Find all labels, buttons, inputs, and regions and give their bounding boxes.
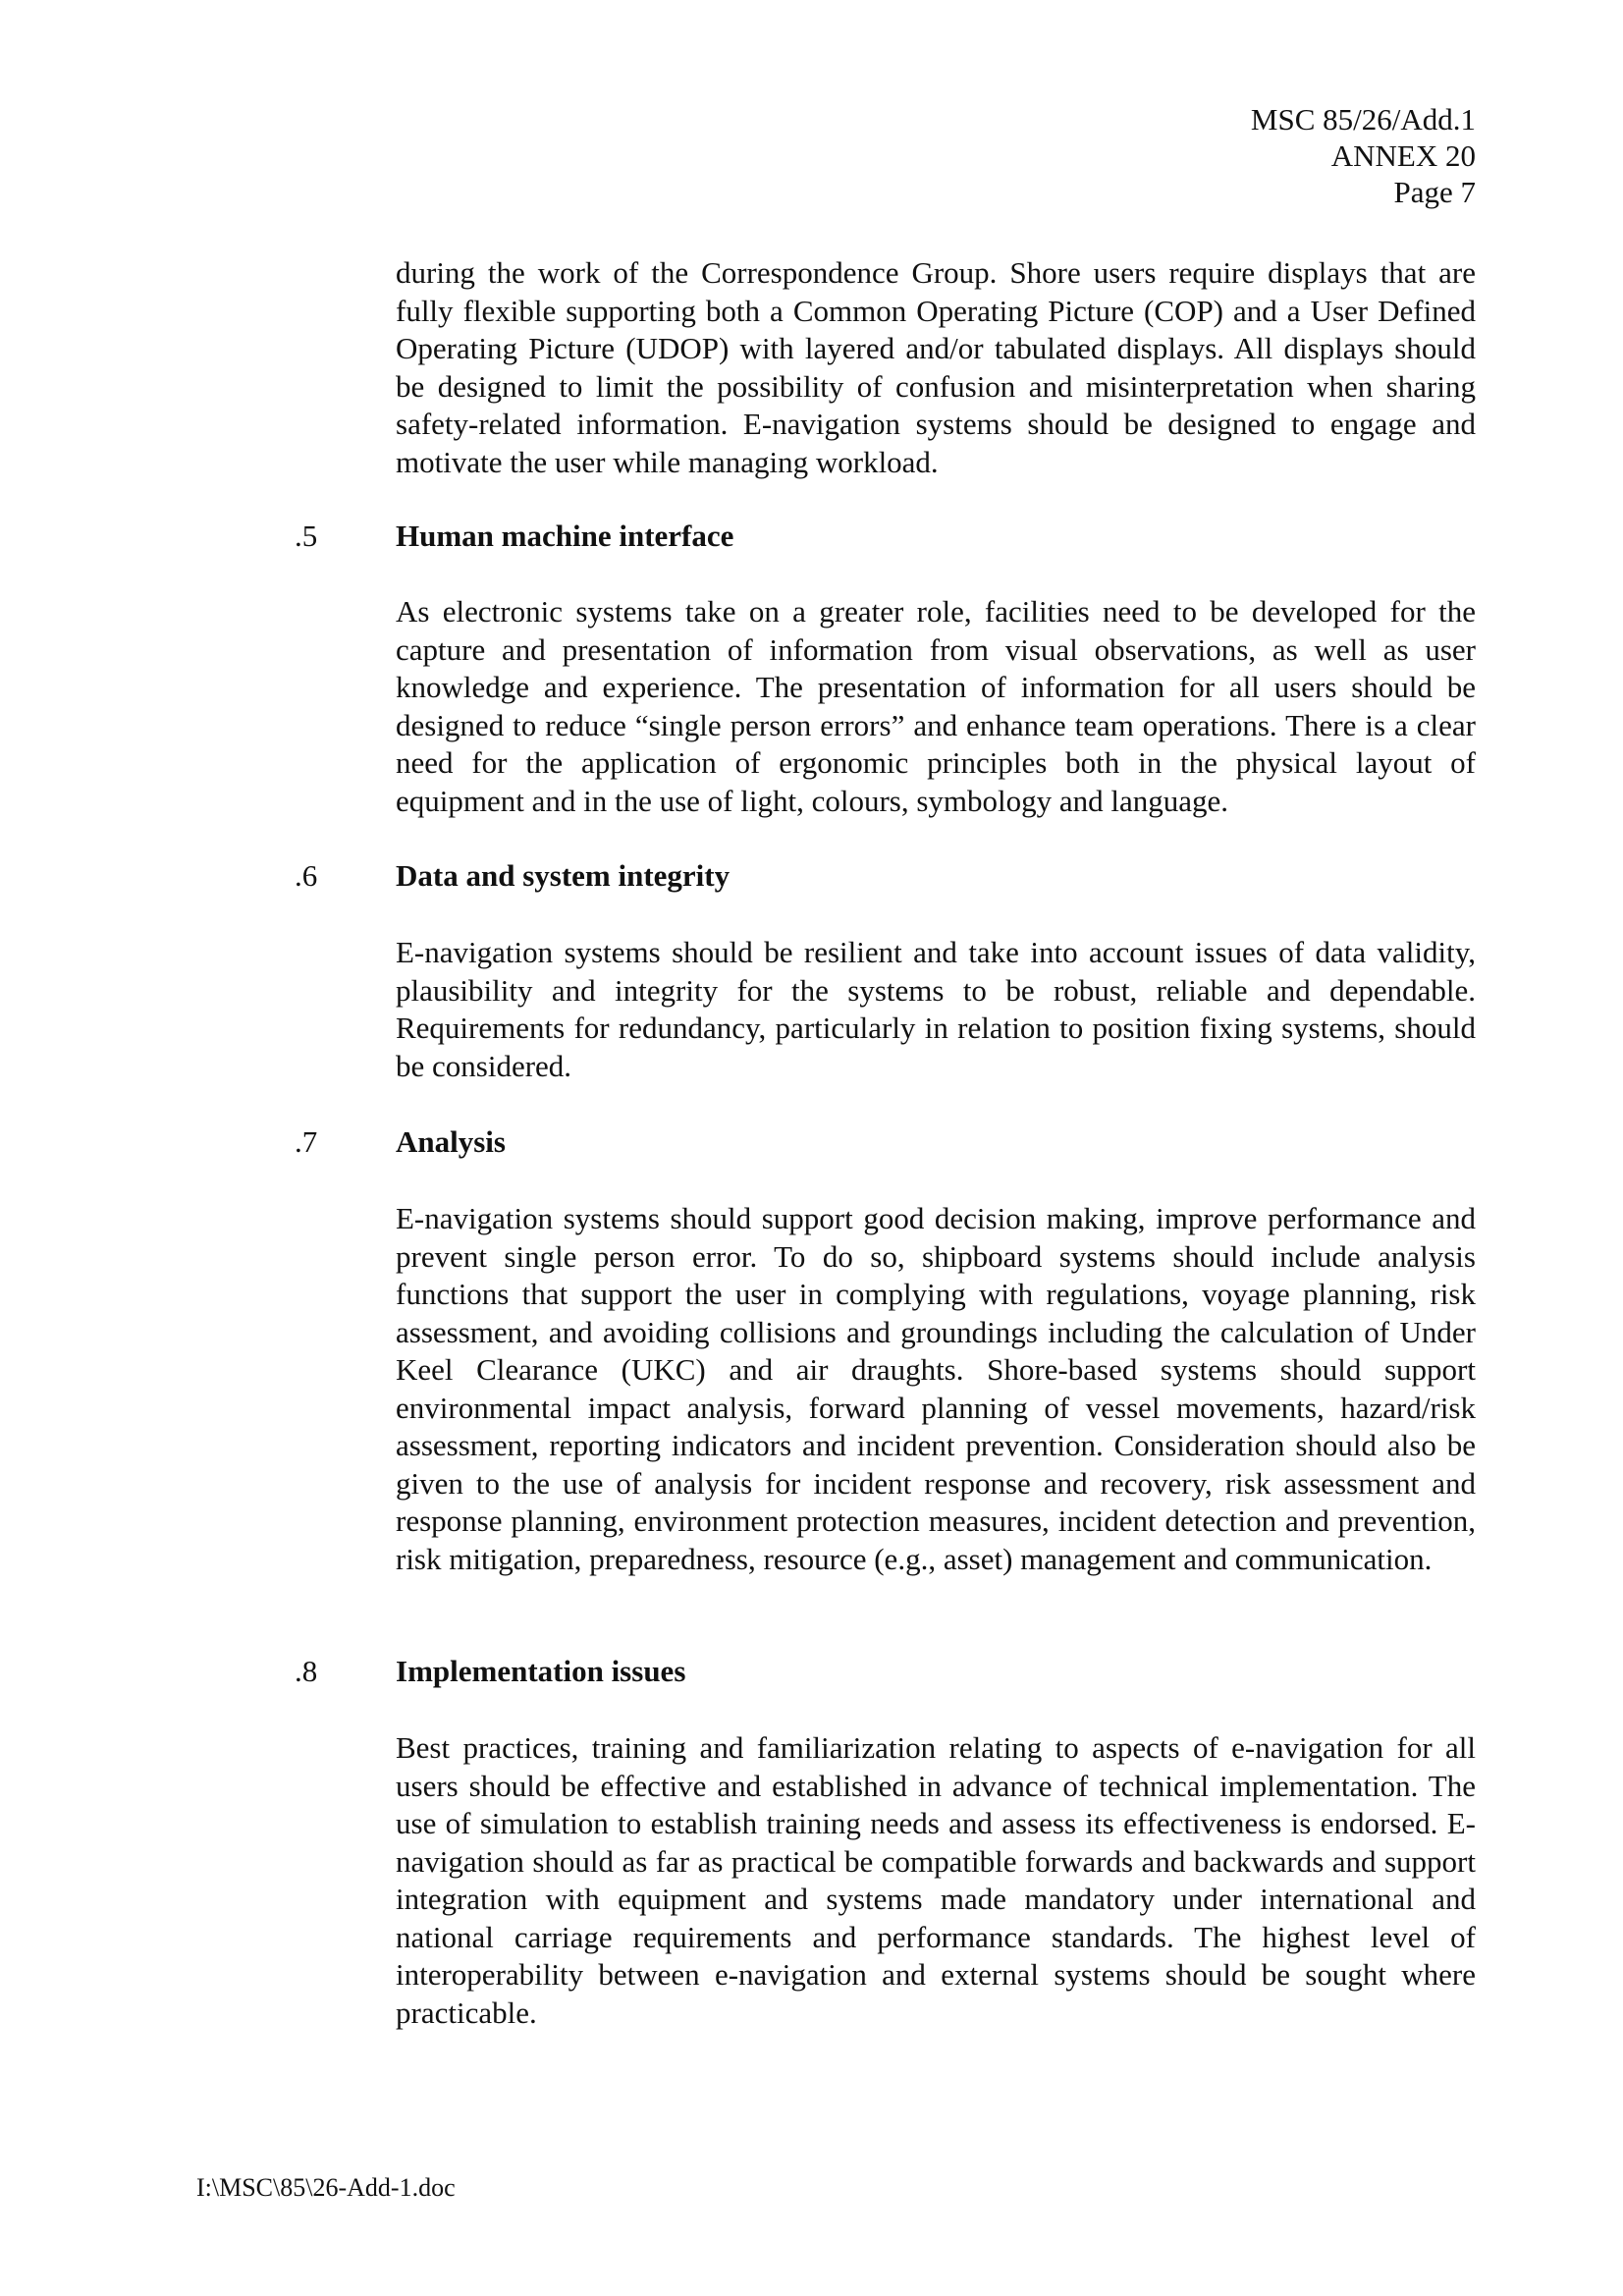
document-reference: MSC 85/26/Add.1: [1250, 102, 1476, 137]
section-7-body: [396, 1200, 1476, 1578]
section-7-number: .7: [295, 1124, 318, 1159]
footer-file-path: I:\MSC\85\26-Add-1.doc: [196, 2173, 456, 2202]
section-7-paragraph: E-navigation systems should support good decision making, improve performance and prevent single person error. To do so, shipboard systems should include analysis functions that support the user in complying with regulations, voyage planning, risk assessment, and avoiding collisions and groundings including the calculation of Under Keel Clearance (UKC) and air draughts. Shore-based systems should support environmental impact analysis, forward planning of vessel movements, hazard/risk assessment, reporting indicators and incident prevention. Consideration should also be given to the use of analysis for incident response and recovery, risk assessment and response planning, environment protection measures, incident detection and prevention, risk mitigation, preparedness, resource (e.g., asset) management and communication.: [396, 1201, 1476, 1576]
section-7-title: Analysis: [396, 1124, 506, 1159]
annex-label: ANNEX 20: [1330, 138, 1476, 173]
section-5-title: Human machine interface: [396, 519, 734, 553]
intro-paragraph: during the work of the Correspondence Group. Shore users require displays that are fully flexible supporting both a Common Operating Picture (COP) and a User Defined Operating Picture (UDOP) with layered and/or tabulated displays. All displays should be designed to limit the possibility of confusion and misinterpretation when sharing safety-related information. E-navigation systems should be designed to engage and motivate the user while managing workload.: [396, 255, 1476, 479]
section-6-number: .6: [295, 858, 318, 893]
page-header: [1251, 101, 1476, 210]
section-6-body: [396, 934, 1476, 1085]
section-5-number: .5: [295, 519, 318, 553]
section-5-paragraph: As electronic systems take on a greater role, facilities need to be developed for the capture and presentation of information from visual observations, as well as user knowledge and experience. The presentation of information for all users should be designed to reduce “single person errors” and enhance team operations. There is a clear need for the application of ergonomic principles both in the physical layout of equipment and in the use of light, colours, symbology and language.: [396, 594, 1476, 818]
section-8-body: [396, 1729, 1476, 2032]
section-6-title: Data and system integrity: [396, 858, 730, 893]
section-6-paragraph: E-navigation systems should be resilient and take into account issues of data validity, plausibility and integrity for the systems to be robust, reliable and dependable. Requirements for redundancy, particularly in relation to position fixing systems, should be considered.: [396, 935, 1476, 1083]
intro-paragraph-block: [396, 254, 1476, 481]
page-number: Page 7: [1393, 175, 1476, 209]
section-8-title: Implementation issues: [396, 1654, 686, 1688]
section-5-body: [396, 593, 1476, 820]
section-8-number: .8: [295, 1654, 318, 1688]
section-8-paragraph: Best practices, training and familiarization relating to aspects of e-navigation for all users should be effective and established in advance of technical implementation. The use of simulation to establish training needs and assess its effectiveness is endorsed. E-navigation should as far as practical be compatible forwards and backwards and support integration with equipment and systems made mandatory under international and national carriage requirements and performance standards. The highest level of interoperability between e-navigation and external systems should be sought where practicable.: [396, 1730, 1476, 2030]
